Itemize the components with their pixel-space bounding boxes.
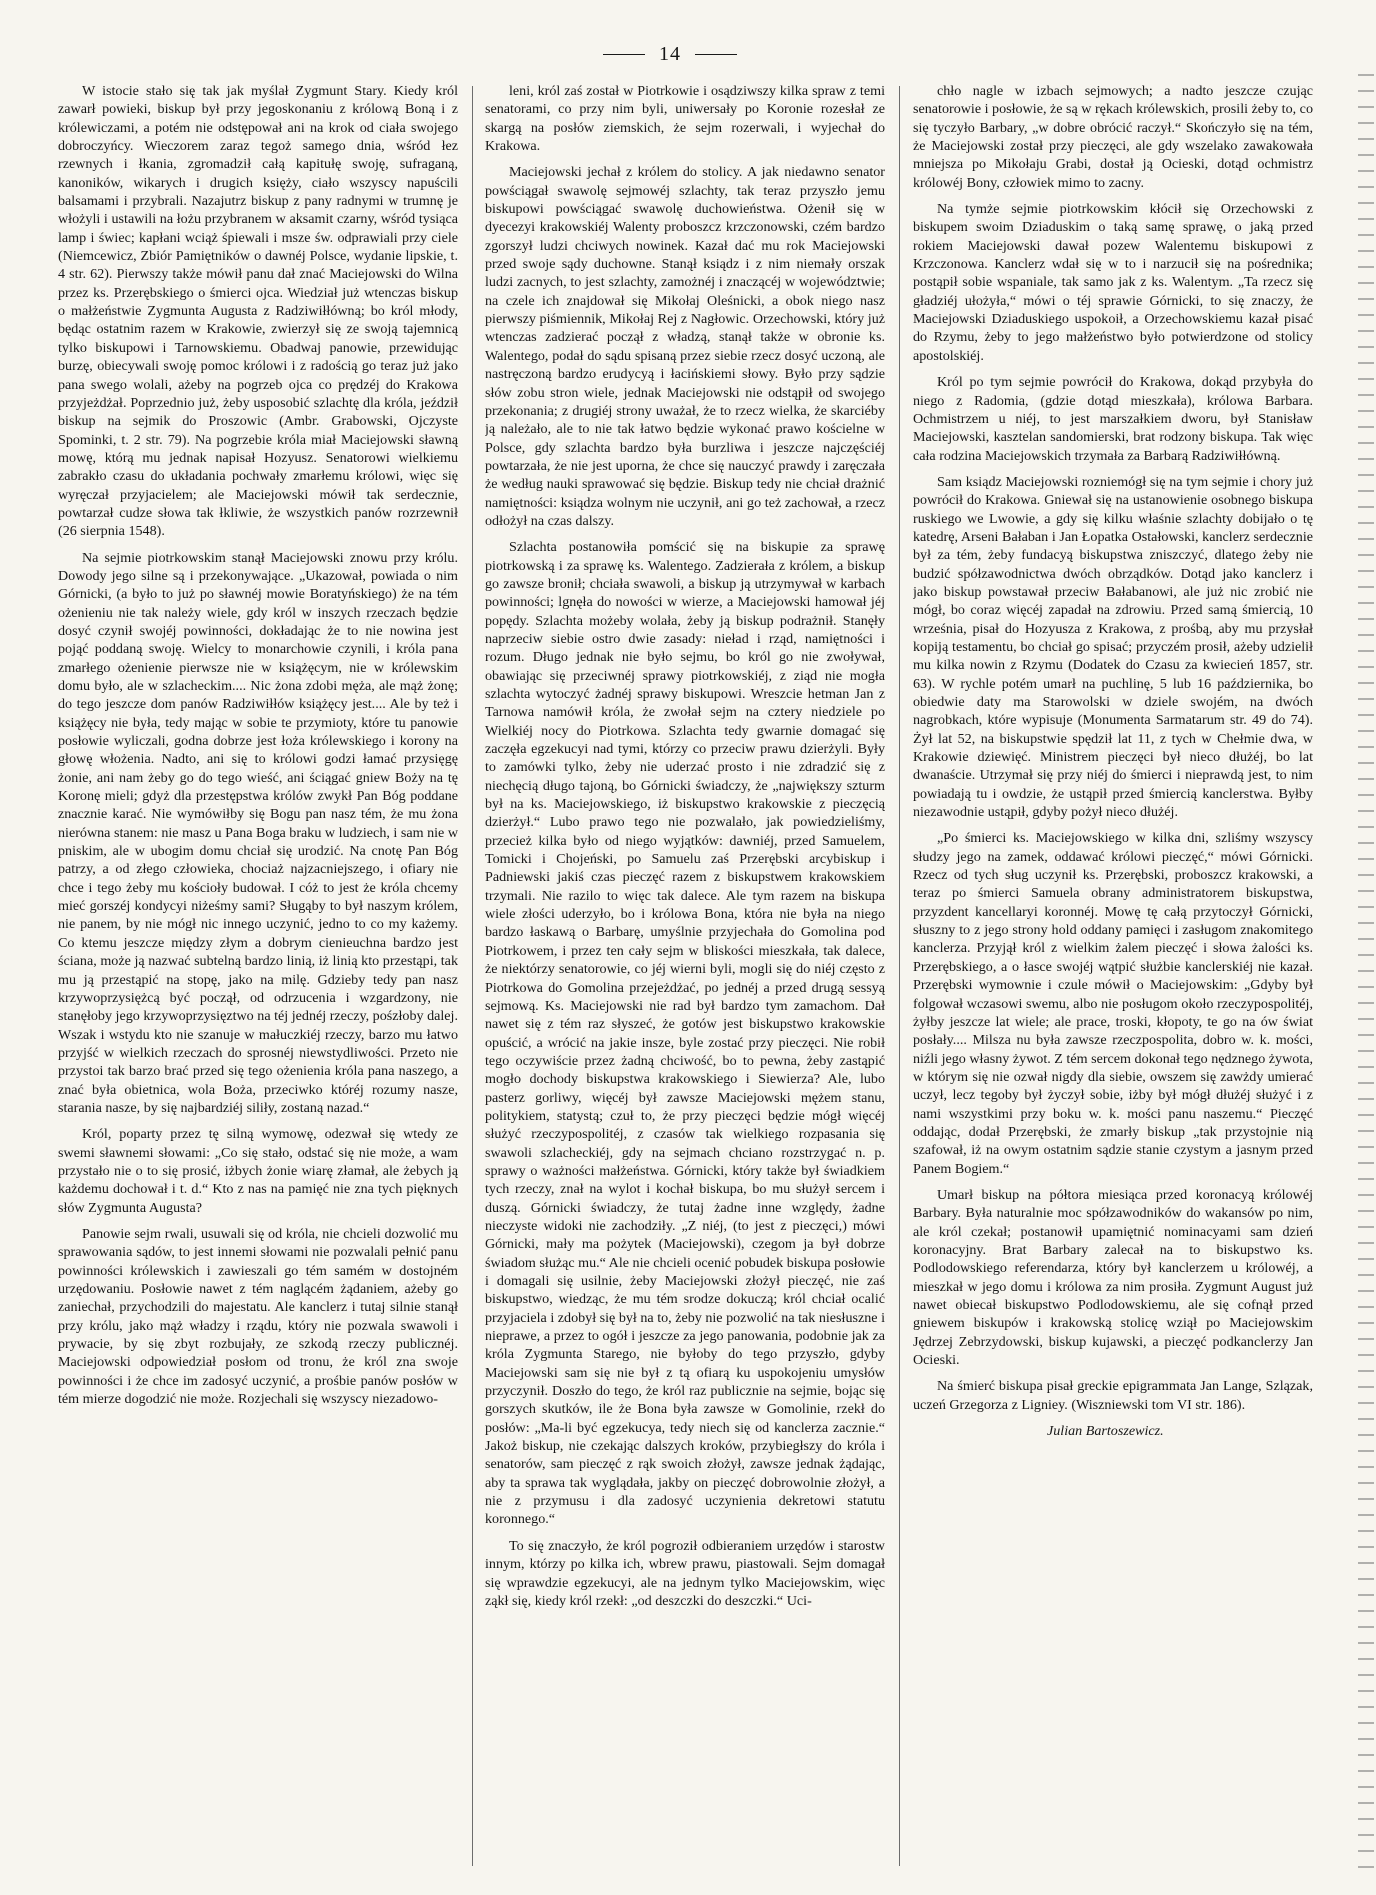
text-column-3 (913, 82, 1313, 1864)
page-header (600, 40, 740, 68)
column-divider (472, 86, 473, 1866)
paragraph: Na sejmie piotrkowskim stanął Maciejowski znowu przy królu. Dowody jego silne są i przekonywające. „Ukazował, powiada o nim Górnicki, (a było to już po sławnéj mowie Boratyńskiego) że na tém ożenieniu nie tak należy wiele, gdy król w inszych rzeczach będzie dosyć czynił swojéj powinności, dokładając że to nie nowina jest pojąć poddaną swoję. Wielcy to monarchowie czynili, i króla pana zmarłego ożenienie pierwsze nie w książęcym, nie w królewskim domu było, ale w szlacheckim.... Nic żona zdobi męża, ale mąż żonę; do tego jeszcze dom panów Radziwiłłów książęcy jest.... Ale by też i książęcy nie była, tedy mając w sobie te przymioty, które tu panowie posłowie wyliczali, godna dobrze jest łoża królewskiego i korony na głowę włożenia. Nadto, ani się to królowi godzi łamać przysięgę żonie, ani nam żeby go do tego wieść, ani ściągać gniew Boży na tę Koronę mieli; gdyż dla przestępstwa królów zwykł Pan Bóg poddane znacznie karać. Nie wymówiłby się Bogu pan nasz tém, że mu żona nierówna stanem: nie masz u Pana Boga braku w ludziech, i sam nie w pniskim, ale w ubogim domu chciał się urodzić. Na cnotę Pan Bóg patrzy, a od złego człowieka, chociaż najzacniejszego, i ofiary nie chce i tego żeby mu kościoły budował. I cóż to jest że króla chcemy mieć gorszéj kondycyi niżeśmy sami? Sługąby to był naszym królem, nie panem, by nie mógł nic innego uczynić, jedno to co my każemy. Co ktemu jeszcze między złym a dobrym cienieuchna bardzo jest ściana, może ją nazwać subtelną bardzo linią, iż linią kto przestąpi, tak mu ją przestąpić na stopę, jako na milę. Gdzieby tedy pan nasz krzywoprzysiężcą być począł, od odrzucenia i wzgardzony, nie stanęłoby jego krzywoprzysięztwo na téj jednéj rzeczy, pośzłoby dalej. Wszak i wstydu kto nie szanuje w małuczkiéj rzeczy, barzo mu łatwo przyjść w wielkich rzeczach do sprosnéj niewstydliwości. Przeto nie przystoi tak barzo brać przed się tego ożenienia króla pana naszego, a znać była obietnica, wola Boża, przeciwko któréj rozumy nasze, starania nasze, by się najbardziéj siliły, zostaną nazad.“ (58, 549, 458, 1116)
text-column-2 (485, 82, 885, 1864)
paragraph: To się znaczyło, że król pogroził odbieraniem urzędów i starostw innym, którzy po kilka ich, wbrew prawu, piastowali. Sejm domagał się wprawdzie egzekucyi, ale na jednym tylko Maciejowskim, więc ząkł się, kiedy król rzekł: „od deszczki do deszczki.“ Uci- (485, 1537, 885, 1609)
text-column-1 (58, 82, 458, 1864)
paragraph: W istocie stało się tak jak myślał Zygmunt Stary. Kiedy król zawarł powieki, biskup był przy jegoskonaniu z królową Boną i z królewiczami, a potém nie odstępował ani na krok od ciała swojego dobroczyńcy. Wieczorem zaraz tegoż samego dnia, wśród łez rzewnych i łkania, zgromadził całą kapitułę swoję, sufraganą, kanoników, wikarych i drugich księży, ciało wszyscy napuścili balsamami i przybrali. Nazajutrz biskup z pany radnymi w trumnę je włożyli i ustawili na łożu przybranem w aksamit czarny, wśród tysiąca lamp i świec; kapłani wciąż śpiewali i msze św. odprawiali przy ciele (Niemcewicz, Zbiór Pamiętników o dawnéj Polsce, wydanie lipskie, t. 4 str. 62). Pierwszy także mówił panu dał znać Maciejowski do Wilna przez ks. Przerębskiego o śmierci ojca. Wiedział już wtenczas biskup o małżeństwie Zygmunta Augusta z Radziwiłłówną; bo król młody, będąc ostatnim razem w Krakowie, zwierzył się ze swoją tajemnicą tylko biskupowi i Tarnowskiemu. Obadwaj panowie, przewidując burzę, obiecywali swoję pomoc królowi i z radością go teraz już jako pana swego wolali, ażeby na pogrzeb ojca co prędzéj do Krakowa przyjeżdżał. Poprzednio już, żeby usposobić szlachtę dla króla, jeździł biskup na sejmik do Proszowic (Ambr. Grabowski, Ojczyste Spominki, t. 2 str. 79). Na pogrzebie króla miał Maciejowski sławną mowę, którą mu jednak napisał Hozyusz. Senatorowi wielkiemu zabrakło czasu do układania pochwały zmarłemu królowi, więc się wyręczał przyjacielem; ale Maciejowski mówił tak serdecznie, powtarzał cudze słowa tak łkliwie, że wszystkich panów rozrzewnił (26 sierpnia 1548). (58, 83, 458, 540)
paragraph: Umarł biskup na półtora miesiąca przed koronacyą królowéj Barbary. Była naturalnie moc spółzawodników do wakansów po nim, ale król czekał; postanowił upamiętnić nominacyami sam dzień koronacyjny. Brat Barbary zalecał na to biskupstwo ks. Podlodowskiego referendarza, który był kanclerzem u królowéj, a mieszkał w jego domu i królowa za nim prosiła. Zygmunt August już nawet obiecał biskupstwo Podlodowskiemu, ale się cofnął przed gniewem biskupów i krakowską stolicę wziął po Maciejowskim Jędrzej Zebrzydowski, biskup kujawski, a pieczęć podkanclerzy Jan Ocieski. (913, 1186, 1313, 1369)
paragraph: Sam ksiądz Maciejowski rozniemógł się na tym sejmie i chory już powrócił do Krakowa. Gniewał się na ustanowienie osobnego biskupa ruskiego we Lwowie, a gdy się kilku właśnie szlachty dobijało o tę katedrę, Arseni Bałaban i Jan Łopatka Ostałowski, kanclerz serdecznie był za tém, żeby fundacyą biskupstwa zniszczyć, dlatego żeby nie budzić spółzawodnictwa dwóch obrządków. Dotąd jako kanclerz i jako biskup powstawał przeciw Bałabanowi, ale już nic zrobić nie mógł, bo coraz więcéj zapadał na zdrowiu. Przed samą śmiercią, 10 września, pisał do Hozyusza z Krakowa, z prośbą, aby mu przysłał kopiją testamentu, bo chciał go spisać; przyczém prosił, ażeby udzielił mu kilka nowin z Rzymu (Dodatek do Czasu za kwiecień 1857, str. 63). W rychle potém umarł na puchlinę, 5 lub 16 października, bo obiedwie daty ma Starowolski w dziele swojém, na dwóch nagrobkach, które wypisuje (Monumenta Sarmatarum str. 49 do 74). Żył lat 52, na biskupstwie spędził lat 11, z tych w Chełmie dwa, w Krakowie dziewięć. Ministrem pieczęci był nieco dłużéj, bo lat dwanaście. Utrzymał się przy niéj do śmierci i nieprawdą jest, to nim powiadają tu i owdzie, że ustąpił przed śmiercią kanclerstwa. Byłby niezawodnie ustąpił, gdyby pożył nieco dłużéj. (913, 473, 1313, 821)
page-number: 14 (659, 42, 681, 65)
paragraph: Szlachta postanowiła pomścić się na biskupie za sprawę piotrkowską i za sprawę ks. Walentego. Zadzierała z królem, a biskup go zawsze bronił; chciała swawoli, a biskup ją utrzymywał w karbach powinności; lgnęła do nowości w wierze, a Maciejowski hamował jéj popędy. Szlachta możeby wolała, żeby ją biskup podrażnił. Stanęły naprzeciw siebie ostro dwie zasady: nieład i rząd, namiętności i rozum. Długo jednak nie było sejmu, bo król go nie zwoływał, obawiając się przeciwnéj sprawy piotrkowskiéj, z ziąd nie mogła szlachta wytoczyć żadnéj sprawy biskupowi. Wreszcie hetman Jan z Tarnowa namówił króla, że zwołał sejm na cztery niedziele po Wielkiéj nocy do Piotrkowa. Szlachta tedy gwarnie domagać się zaczęła egzekucyi nad tymi, którzy co przeciw prawu dzierżyli. Były to zamówki tylko, żeby nie uderzać prosto i nie zdradzić się z niechęcią długo tajoną, bo Górnicki świadczy, że „największy szturm był na ks. Maciejowskiego, iż biskupstwo krakowskie z pieczęcią dzierżył.“ Lubo prawo tego nie pozwalało, jak powiedzieliśmy, przecież kilka było od niego wyjątków: dawniéj, przed Samuelem, Tomicki i Chojeński, po Samuelu zaś Przerębski arcybiskup i Padniewski jakiś czas pieczęć razem z biskupstwem krakowskiem trzymali. Nie razilo to więc tak dalece. Ale tym razem na biskupa wiele złości uderzyło, bo i królowa Bona, która nie była na niego bardzo łaskawą o Barbarę, umyślnie przyjechała do Gomolina pod Piotrkowem, i przez ten cały sejm w bliskości mieszkała, tak dalece, że niektórzy senatorowie, co jéj wierni byli, mogli się do niéj często z Piotrkowa do Gomolina przejeżdżać, po jednéj a przed drugą sessyą sejmową. Ks. Maciejowski nie rad był bardzo tym zamachom. Dał nawet się z tém raz słyszeć, że gotów jest biskupstwo krakowskie opuścić, a wrócić na jakie insze, byle zostać przy pieczęci. Nie robił tego oczywiście przez żadną chciwość, bo to pewna, żeby zastąpić mogło dochody biskupstwa krakowskiego i Siewierza? Ale, lubo pasterz gorliwy, więcéj był zawsze Maciejowski mężem stanu, politykiem, statystą; czuł to, że przy pieczęci będzie mógł więcéj służyć rzeczypospolitéj, z czasów tak wielkiego rozpasania się swawoli szlacheckiéj, gdy na sejmach chciano rozstrzygać n. p. sprawy o ważności małżeństwa. Górnicki, który także był świadkiem tych rzeczy, znał na wylot i kochał biskupa, bo mu służył sercem i duszą. Górnicki świadczy, że tutaj żadne inne względy, żadne nieczyste widoki nie zachodziły. „Z niéj, (to jest z pieczęci,) mówi Górnicki, mały ma pożytek (Maciejowski), czegom ja był dobrze świadom służąc mu.“ Ale nie chcieli ocenić pobudek biskupa posłowie i domagali się usilnie, żeby Maciejowski złożył pieczęć, nie zaś biskupstwo, wiedząc, że mu tém srodze dokuczą; król chciał ocalić przyjaciela i zdobył się był na to, żeby nie pozwolić na tak niesłuszne i nieprawe, a przez to ogół i jeszcze za jego panowania, podobnie jak za króla Zygmunta Starego, nie byłoby do tego przyszło, gdyby Maciejowski sam się nie był z tą ofiarą ku uspokojeniu umysłów przyczynił. Doszło do tego, że król raz publicznie na sejmie, bojąc się gorszych skutków, ile że Bona była zawsze w Gomolinie, rzekł do posłów: „Ma-li być egzekucya, tedy niech się od kanclerza zacznie.“ Jakoż biskup, nie czekając dalszych kroków, przybiegłszy do króla i senatorów, sam pieczęć z rąk swoich złożył, zawsze jednak żądając, aby ta sprawa tak wyglądała, jakby on pieczęć dobrowolnie złożył, a nie z przymusu i dla zadosyć uczynienia dekretowi statutu koronnego.“ (485, 539, 885, 1528)
column-divider (899, 86, 900, 1866)
paragraph: Na tymże sejmie piotrkowskim kłócił się Orzechowski z biskupem swoim Dziaduskim o taką samę sprawę, o jaką przed rokiem Maciejowski dawał pozew Walentemu biskupowi z Krzczonowa. Kanclerz wdał się w to i narzucił się na pośrednika; postąpił sobie wspaniale, tak samo jak z ks. Walentym. „Ta rzecz się gładziéj ułożyła,“ mówi o téj sprawie Górnicki, to się znaczy, że Maciejowski Dziaduskiego uspokoił, a Orzechowskiemu kazał pisać do Rzymu, żeby to jego małżeństwo było potwierdzone od stolicy apostolskiéj. (913, 201, 1313, 364)
author-signature: Julian Bartoszewicz. (1047, 1423, 1164, 1440)
left-rule (603, 54, 645, 55)
right-rule (695, 54, 737, 55)
page-edge-marks (1358, 60, 1374, 1880)
paragraph: Maciejowski jechał z królem do stolicy. A jak niedawno senator powściągał swawolę sejmowéj szlachty, tak teraz przyszło jemu biskupowi powściągać swawolę duchowieństwa. Ożenił się w dyecezyi krakowskiéj Walenty proboszcz krzczonowski, czém bardzo zgorszył ludzi chciwych nowinek. Kazał dać mu rok Maciejowski przed swoje sądy duchowne. Stanął ksiądz i z nim niemały orszak ludzi zacnych, to jest szlachty, zamożnéj i znaczącéj w województwie; na czele ich znajdował się Mikołaj Oleśnicki, a obok niego nasz pierwszy piśmiennik, Mikołaj Rej z Nagłowic. Orzechowski, który już wtenczas zadzierać począł z władzą, stanął także w obronie ks. Walentego, podał do sądu spisaną przez siebie rzecz dosyć uczoną, ale nastręczoną bardzo erudycyą i łacińskiemi słowy. Było przy sądzie słów zobu stron wiele, jednak Maciejowski nie odstąpił od swojego przekonania; z drugiéj strony uważał, że to rzecz wielka, że skarciéby ją należało, ale to nie tak łatwo będzie wykonać prawo kościelne w Polsce, gdy szlachta bardzo była burzliwa i jeszcze najczęściéj powtarzała, że nie jest uporna, że chce się nauczyć prawdy i zaręczała że według nauki sprawować się będzie. Biskup tedy nie chciał drażnić namiętności: ksiądza wolnym nie uczynił, ani go też zachował, a rzecz odłożył na czas dalszy. (485, 164, 885, 529)
paragraph: Na śmierć biskupa pisał greckie epigrammata Jan Lange, Szlązak, uczeń Grzegorza z Ligniey. (Wiszniewski tom VI str. 186). (913, 1378, 1313, 1413)
paragraph: Panowie sejm rwali, usuwali się od króla, nie chcieli dozwolić mu sprawowania sądów, to jest innemi słowami nie pozwalali pełnić panu powinności królewskich i zawieszali go tém samém w dostojném urzędowaniu. Posłowie nawet z tém naglącém żądaniem, ażeby go zaniechał, przychodzili do majestatu. Ale kanclerz i tutaj silnie stanął przy królu, jako mąż władzy i rządu, który nie pozwala swawoli i prywacie, by się zbyt rozbujały, ze szkodą rzeczy publicznéj. Maciejowski odpowiedział posłom od tronu, że król zna swoje powinności i że chce im zadosyć uczynić, a prośbie panów posłów w tém mierze dogodzić nie może. Rozjechali się wszyscy niezadowo- (58, 1225, 458, 1408)
paragraph: chło nagle w izbach sejmowych; a nadto jeszcze czując senatorowie i posłowie, że są w rękach królewskich, prosili żeby to, co się tyczyło Barbary, „w dobre obrócić raczył.“ Skończyło się na tém, że Maciejowski został przy pieczęci, ale gdy wszelako zawakowała mniejsza po Mikołaju Grabi, dostał ją Ocieski, dotąd ochmistrz królowéj Bony, człowiek mimo to zacny. (913, 83, 1313, 191)
paragraph: „Po śmierci ks. Maciejowskiego w kilka dni, szliśmy wszyscy słudzy jego na zamek, oddawać królowi pieczęć,“ mówi Górnicki. Rzecz od tych sług uczynił ks. Przerębski, proboszcz krakowski, a teraz po śmierci Samuela obrany administratorem biskupstwa, przyzdent kancellaryi koronnéj. Mowę tę całą przytoczył Górnicki, słuszny to z jego strony hold oddany pamięci i zasługom znakomitego kanclerza. Przyjął król z wielkim żalem pieczęć i słowa żalości ks. Przerębskiego, a o łasce swojéj wątpić służbie kanclerskiéj nie kazał. Przerębski wymownie i czule mówił o Maciejowskim: „Gdyby był folgował wczasowi swemu, albo nie posługom około rzeczypospolitéj, żyłby jeszcze lat wiele; ale prace, troski, kłopoty, te go na ów świat posłały.... Milsza nu była zawsze rzeczpospolita, dobro w. k. mości, niźli jego własny żywot. Z tém sercem dokonał tego nędznego żywota, w którym się nie ozwał nigdy dla siebie, owszem się zawżdy umierać uczył, lecz tegoby był życzył sobie, iżby był mógł dłużéj służyć i z nami wszystkimi przy boku w. k. mości panu naszemu.“ Pieczęć oddając, dodał Przerębski, że zmarły biskup „tak przystojnie nią szafował, iż na owym ostatnim sądzie stanie czystym a jasnym przed Panem Bogiem.“ (913, 830, 1313, 1177)
paragraph: leni, król zaś został w Piotrkowie i osądziwszy kilka spraw z temi senatorami, co przy nim byli, uniwersały po Koronie rozesłał ze skargą na posłów ziemskich, że sejm rozerwali, i wyjechał do Krakowa. (485, 83, 885, 155)
paragraph: Król po tym sejmie powrócił do Krakowa, dokąd przybyła do niego z Radomia, (gdzie dotąd mieszkała), królowa Barbara. Ochmistrzem u niéj, to jest marszałkiem dworu, był Stanisław Maciejowski, kasztelan sandomierski, brat rodzony biskupa. Tak więc cała rodzina Maciejowskich trzymała za Barbarą Radziwiłłówną. (913, 374, 1313, 464)
paragraph: Król, poparty przez tę silną wymowę, odezwał się wtedy ze swemi sławnemi słowami: „Co się stało, odstać się nie może, a wam przystało nie o to się prosić, iżbych żonie wiarę złamał, ale żebych ją każdemu dochował i t. d.“ Kto z nas na pamięć nie zna tych pięknych słów Zygmunta Augusta? (58, 1126, 458, 1216)
